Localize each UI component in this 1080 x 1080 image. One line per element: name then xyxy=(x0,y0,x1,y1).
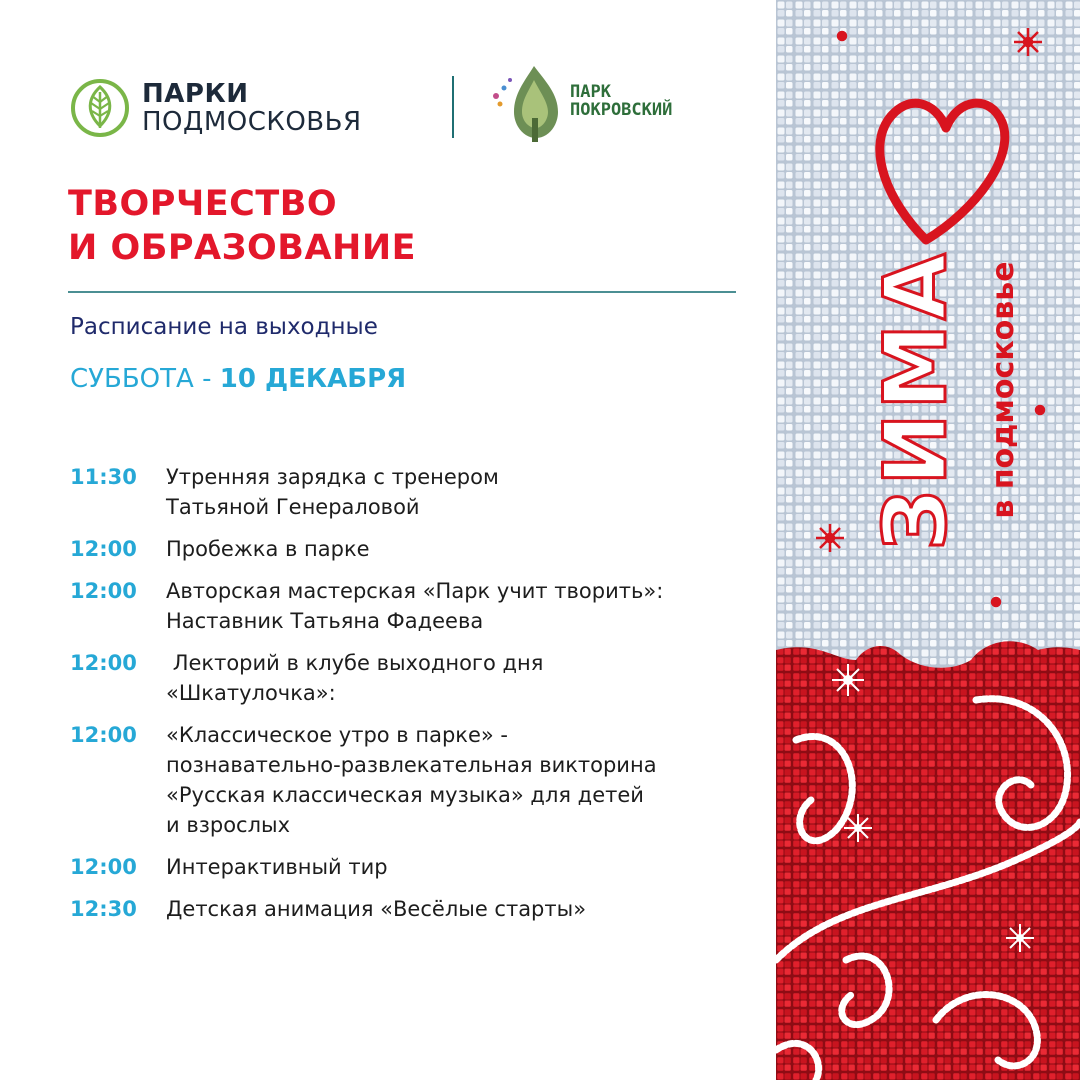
list-item xyxy=(70,462,760,522)
parks-podmoskovya-logo xyxy=(70,78,362,138)
list-item xyxy=(70,894,760,924)
list-item xyxy=(70,720,760,840)
event-description: Пробежка в парке xyxy=(166,537,370,561)
event-time: 12:00 xyxy=(70,537,137,561)
day-weekday: СУББОТА xyxy=(70,364,194,394)
schedule-subtitle: Расписание на выходные xyxy=(70,314,378,340)
banner-word: ЗИМА xyxy=(866,249,966,551)
banner-tagline: в подмосковье xyxy=(986,261,1021,519)
list-item xyxy=(70,576,760,636)
event-time: 12:00 xyxy=(70,651,137,675)
logo-line-podmoskovya: ПОДМОСКОВЬЯ xyxy=(142,107,362,137)
event-description: Авторская мастерская «Парк учит творить»: Наставник Татьяна Фадеева xyxy=(166,579,664,633)
day-date: 10 ДЕКАБРЯ xyxy=(219,364,407,394)
event-time: 11:30 xyxy=(70,465,137,489)
logo-line-parks: ПАРКИ xyxy=(142,78,249,109)
list-item xyxy=(70,534,760,564)
day-separator: - xyxy=(193,364,220,394)
leaf-logo-icon xyxy=(70,78,130,138)
list-item xyxy=(70,648,760,708)
event-description: Детская анимация «Весёлые старты» xyxy=(166,897,587,921)
event-time: 12:00 xyxy=(70,723,137,747)
event-time: 12:00 xyxy=(70,579,137,603)
schedule-list xyxy=(70,462,760,936)
logo-divider xyxy=(452,76,454,138)
title-line-2: И ОБРАЗОВАНИЕ xyxy=(68,228,417,268)
event-description: Лекторий в клубе выходного дня «Шкатулочка»: xyxy=(166,651,544,705)
logo-line-pokrovsky: ПОКРОВСКИЙ xyxy=(570,100,673,120)
page-title xyxy=(68,182,416,270)
event-time: 12:00 xyxy=(70,855,137,879)
event-time: 12:30 xyxy=(70,897,137,921)
logo-line-park: ПАРК xyxy=(570,82,611,103)
event-description: Интерактивный тир xyxy=(166,855,388,879)
title-line-1: ТВОРЧЕСТВО xyxy=(68,184,338,224)
tree-drop-icon xyxy=(484,60,564,144)
event-description: Утренняя зарядка с тренером Татьяной Генераловой xyxy=(166,465,499,519)
winter-banner xyxy=(776,0,1080,1080)
list-item xyxy=(70,852,760,882)
event-description: «Классическое утро в парке» - познавательно-развлекательная викторина «Русская классическая музыка» для детей и взрослых xyxy=(166,723,657,837)
park-pokrovsky-logo xyxy=(484,60,672,144)
section-divider xyxy=(68,291,736,293)
day-heading xyxy=(70,364,406,394)
